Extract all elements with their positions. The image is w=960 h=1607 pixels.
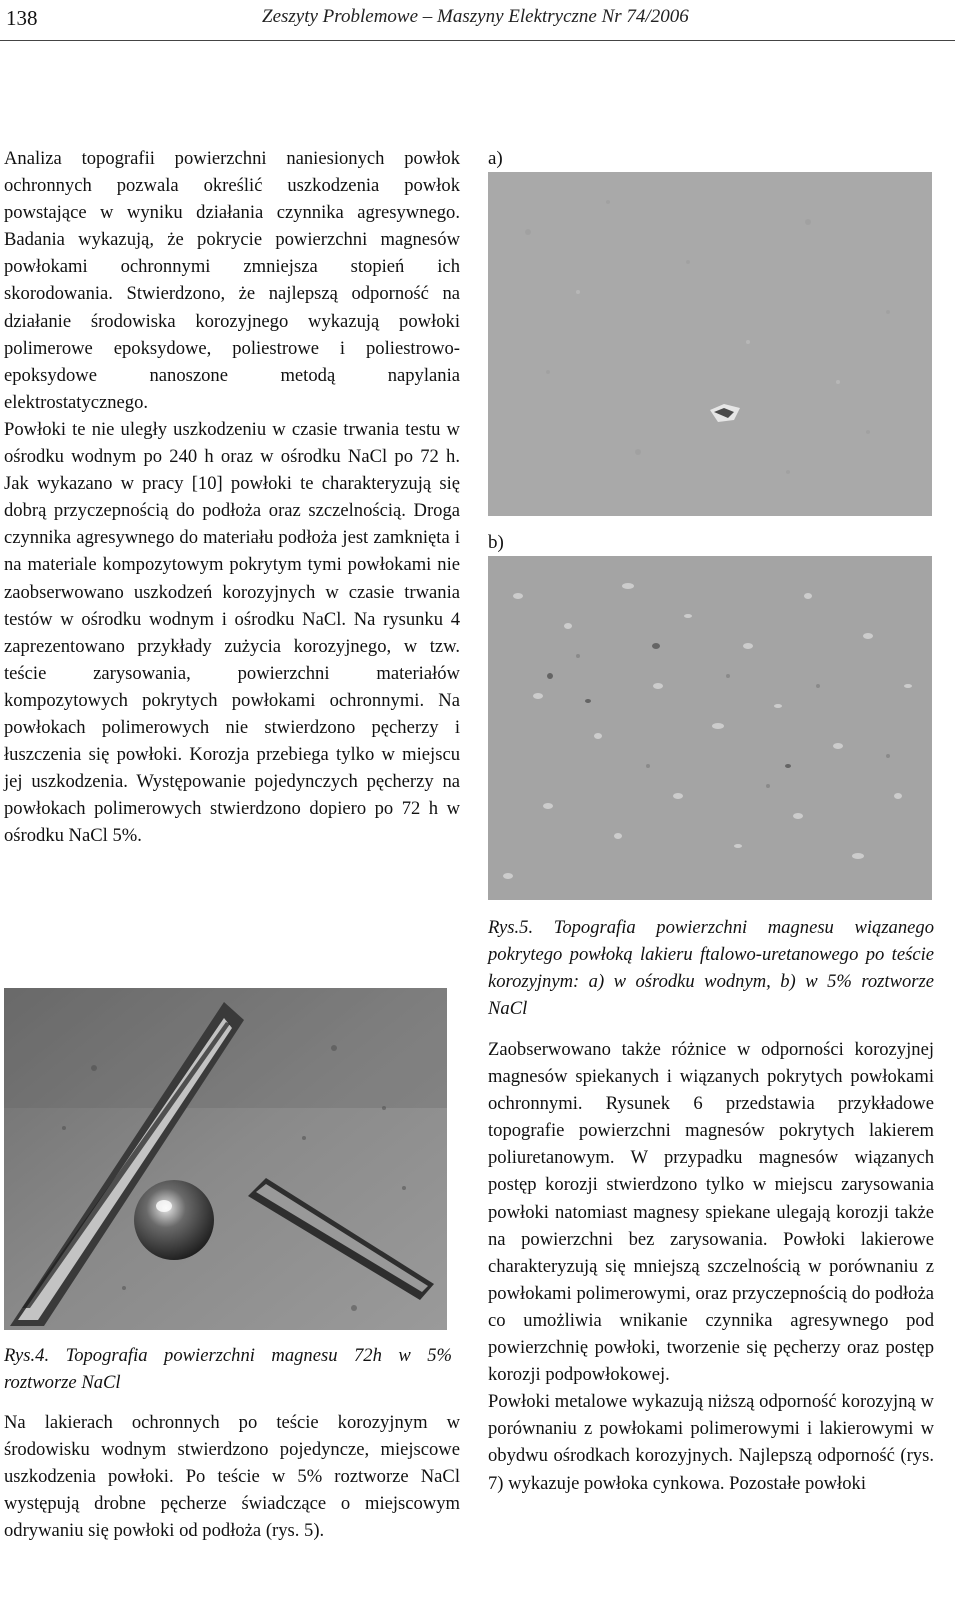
figure-4-caption: Rys.4. Topografia powierzchni magnesu 72h w 5% roztworze NaCl [4,1345,452,1393]
journal-title: Zeszyty Problemowe – Maszyny Elektryczne Nr 74/2006 [262,6,689,27]
left-paragraph-1: Analiza topografii powierzchni naniesionych powłok ochronnych pozwala określić uszkodzenia powłok powstające w wyniku działania czynnika agresywnego. Badania wykazują, że pokrycie powierzchni magnesów powłokami ochronnymi zmniejsza stopień ich skorodowania. Stwierdzono, że najlepszą odporność na działanie środowiska korozyjnego wykazują powłoki polimerowe epoksydowe, poliestrowe i poliestrowo-epoksydowe nanoszone metodą napylania elektrostatycznego. [4,148,460,413]
header-rule [0,40,955,41]
figure-5a-label: a) [488,148,503,169]
right-paragraph-2: Powłoki metalowe wykazują niższą odporność korozyjną w porównaniu z powłokami polimerowymi i lakierowymi w obydwu ośrodkach korozyjnych. Najlepszą odporność (rys. 7) wykazuje powłoka cynkowa. Pozostałe powłoki [488,1391,934,1494]
figure-5-caption: Rys.5. Topografia powierzchni magnesu wiązanego pokrytego powłoką lakieru ftalowo-uretanowego po teście korozyjnym: a) w ośrodku wodnym, b) w 5% roztworze NaCl [488,917,934,1019]
left-paragraph-3: Na lakierach ochronnych po teście korozyjnym w środowisku wodnym stwierdzono pojedyncze, miejscowe uszkodzenia powłoki. Po teście w 5% roztworze NaCl występują drobne pęcherze świadczące o miejscowym odrywaniu się powłoki od podłoża (rys. 5). [4,1412,460,1542]
right-paragraph-1: Zaobserwowano także różnice w odporności korozyjnej magnesów spiekanych i wiązanych pokrytych powłokami ochronnymi. Rysunek 6 przedstawia przykładowe topografie powierzchni magnesów pokrytych lakierem poliuretanowym. W przypadku magnesów wiązanych postęp korozji stwierdzono tylko w miejscu zarysowania powłoki natomiast magnesy spiekane ulegają korozji także na powierzchni bez zarysowania. Powłoki lakierowe charakteryzują się mniejszą szczelnością w porównaniu z powłokami polimerowymi, oraz przyczepnością do podłoża co umożliwia wnikanie czynnika agresywnego pod powierzchnię powłoki, tworzenie się pęcherzy oraz postęp korozji podpowłokowej. [488,1039,934,1386]
figure-5b-label: b) [488,532,504,553]
left-paragraph-2: Powłoki te nie uległy uszkodzeniu w czasie trwania testu w ośrodku wodnym po 240 h oraz w ośrodku NaCl po 72 h. Jak wykazano w pracy [10] powłoki te charakteryzują się dobrą przyczepnością do podłoża oraz szczelnością. Droga czynnika agresywnego do materiału podłoża jest zamknięta i na materiale kompozytowym pokrytym tymi powłokami nie zaobserwowano uszkodzeń korozyjnych w czasie trwania testów w ośrodku wodnym i ośrodku NaCl. Na rysunku 4 zaprezentowano przykłady zużycia korozyjnego, w tzw. teście zarysowania, powierzchni materiałów kompozytowych pokrytych powłokami ochronnymi. Na powłokach polimerowych nie stwierdzono pęcherzy i łuszczenia się powłoki. Korozja przebiega tylko w miejscu jej uszkodzenia. Występowanie pojedynczych pęcherzy na powłokach polimerowych stwierdzono dopiero po 72 h w ośrodku NaCl 5%. [4,418,460,847]
figure-4-image [4,988,447,1330]
page-header [0,0,960,46]
figure-5a-image [488,172,932,516]
figure-5a-photo [488,172,932,516]
left-column-text-bottom [4,1409,460,1544]
figure-4-photo [4,988,447,1330]
page-number: 138 [6,6,38,30]
figure-5b-image [488,556,932,900]
figure-5b-photo [488,556,932,900]
left-column-text [4,145,460,849]
right-column-text [488,1036,934,1497]
